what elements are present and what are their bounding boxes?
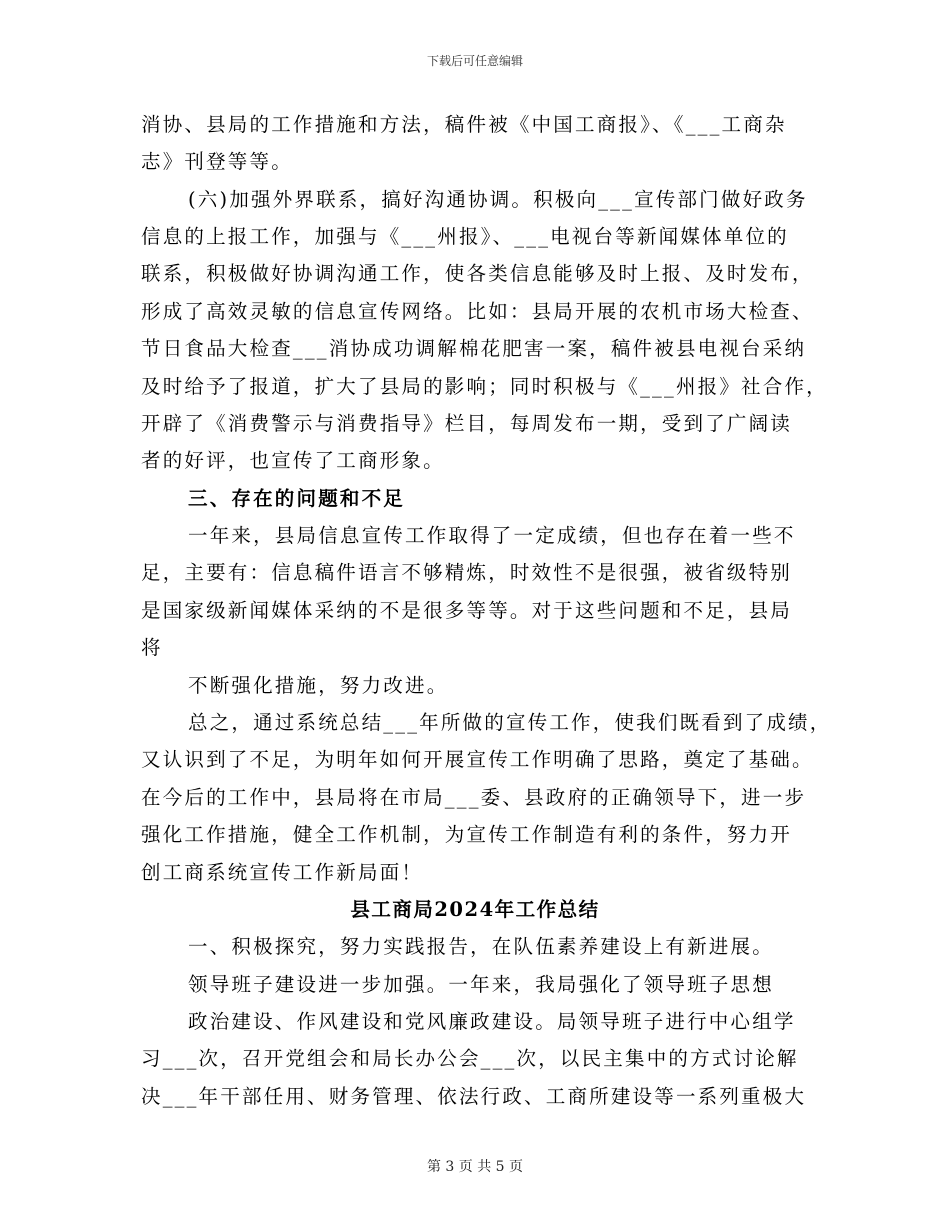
text-line: (六)加强外界联系，搞好沟通协调。积极向___宣传部门做好政务 [188,188,808,211]
text-line: 志》刊登等等。 [141,150,293,173]
text-line: 习___次，召开党组会和局长办公会___次，以民主集中的方式讨论解 [141,1047,799,1070]
section-heading: 三、存在的问题和不足 [188,487,406,510]
text-line: 足，主要有：信息稿件语言不够精炼，时效性不是很强，被省级特别 [141,561,793,584]
text-line: 不断强化措施，努力改进。 [188,674,449,697]
text-line: 及时给予了报道，扩大了县局的影响；同时积极与《___州报》社合作， [141,375,828,398]
text-line: 形成了高效灵敏的信息宣传网络。比如：县局开展的农机市场大检查、 [141,300,814,323]
page-footer: 第 3 页 共 5 页 [426,1159,524,1175]
text-line: 强化工作措施，健全工作机制，为宣传工作制造有利的条件，努力开 [141,823,793,846]
text-line: 政治建设、作风建设和党风廉政建设。局领导班子进行中心组学 [188,1010,796,1033]
page-header: 下载后可任意编辑 [426,54,523,68]
text-line: 总之，通过系统总结___年所做的宣传工作，使我们既看到了成绩， [188,711,832,734]
text-line: 一年来，县局信息宣传工作取得了一定成绩，但也存在着一些不 [188,524,796,547]
text-line: 开辟了《消费警示与消费指导》栏目，每周发布一期，受到了广阔读 [141,412,793,435]
text-line: 者的好评，也宣传了工商形象。 [141,449,445,472]
text-line: 信息的上报工作，加强与《___州报》、___电视台等新闻媒体单位的 [141,225,789,248]
text-line: 创工商系统宣传工作新局面！ [141,861,424,884]
text-line: 决___年干部任用、财务管理、依法行政、工商所建设等一系列重极大 [141,1085,807,1108]
text-line: 领导班子建设进一步加强。一年来，我局强化了领导班子思想 [188,973,774,996]
text-line: 消协、县局的工作措施和方法，稿件被《中国工商报》、《___工商杂 [141,113,787,136]
text-line: 是国家级新闻媒体采纳的不是很多等等。对于这些问题和不足，县局 [141,599,793,622]
text-line: 在今后的工作中，县局将在市局___委、县政府的正确领导下，进一步 [141,786,807,809]
text-line: 联系，积极做好协调沟通工作，使各类信息能够及时上报、及时发布， [141,262,814,285]
text-line: 节日食品大检查___消协成功调解棉花肥害一案，稿件被县电视台采纳 [141,337,807,360]
document-title: 县工商局2024年工作总结 [350,898,600,921]
text-line: 一、积极探究，努力实践报告，在队伍素养建设上有新进展。 [188,935,774,958]
text-line: 将 [141,636,163,659]
text-line: 又认识到了不足，为明年如何开展宣传工作明确了思路，奠定了基础。 [141,748,814,771]
